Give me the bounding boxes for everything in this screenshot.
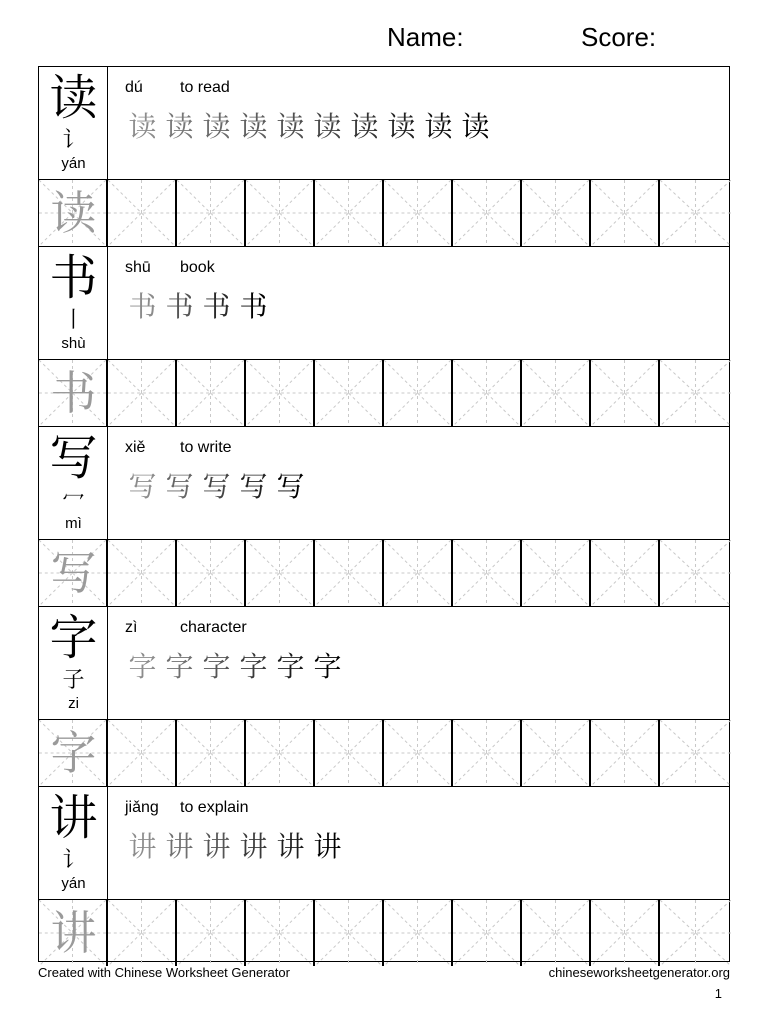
practice-cell[interactable]: [522, 720, 591, 786]
grid-guide: [522, 900, 589, 966]
pinyin: zì: [125, 619, 138, 636]
grid-guide: [177, 180, 244, 246]
stroke-step: 读: [387, 110, 422, 143]
big-character: 读: [49, 70, 98, 126]
grid-guide: [246, 720, 313, 786]
practice-cell[interactable]: [660, 540, 731, 606]
practice-cell[interactable]: [177, 720, 246, 786]
grid-guide: [453, 720, 520, 786]
grid-guide: [177, 360, 244, 426]
trace-character: 读: [50, 186, 97, 240]
grid-guide: [453, 180, 520, 246]
pinyin: xiě: [125, 439, 146, 456]
grid-guide: [453, 900, 520, 966]
practice-cell[interactable]: [108, 720, 177, 786]
grid-guide: [522, 360, 589, 426]
stroke-step: 讲: [128, 830, 163, 863]
grid-guide: [522, 540, 589, 606]
meaning: to write: [180, 439, 232, 456]
practice-cell[interactable]: [39, 180, 108, 246]
practice-cell[interactable]: [384, 540, 453, 606]
grid-guide: [660, 900, 731, 966]
big-character: 书: [49, 250, 98, 306]
grid-guide: [453, 540, 520, 606]
grid-guide: [384, 900, 451, 966]
grid-guide: [591, 900, 658, 966]
practice-cell[interactable]: [384, 360, 453, 426]
character-entry: [39, 427, 729, 607]
stroke-step: 读: [276, 110, 311, 143]
stroke-step: 讲: [239, 830, 274, 863]
radical: 讠: [62, 128, 85, 153]
big-character-cell: [39, 67, 108, 179]
grid-guide: [246, 180, 313, 246]
practice-cell[interactable]: [315, 180, 384, 246]
practice-cell[interactable]: [177, 540, 246, 606]
stroke-step: 字: [276, 650, 311, 683]
stroke-step: 字: [128, 650, 163, 683]
practice-cell[interactable]: [522, 360, 591, 426]
pinyin: dú: [125, 79, 143, 96]
grid-guide: [384, 540, 451, 606]
practice-cell[interactable]: [39, 720, 108, 786]
grid-guide: [315, 720, 382, 786]
character-entry: [39, 607, 729, 787]
stroke-sequence: [127, 827, 349, 867]
practice-cell[interactable]: [384, 900, 453, 966]
big-character-cell: [39, 787, 108, 899]
practice-cell[interactable]: [591, 720, 660, 786]
practice-grid-row: [39, 720, 729, 786]
grid-guide: [246, 540, 313, 606]
radical-pinyin: shù: [61, 335, 86, 352]
practice-cell[interactable]: [315, 900, 384, 966]
pinyin: shū: [125, 259, 151, 276]
radical-pinyin: mì: [65, 515, 82, 532]
practice-cell[interactable]: [591, 180, 660, 246]
trace-character: 讲: [50, 906, 97, 960]
stroke-step: 写: [128, 470, 163, 503]
big-character: 字: [49, 610, 98, 666]
grid-guide: [315, 900, 382, 966]
practice-grid-row: [39, 360, 729, 426]
grid-guide: [522, 180, 589, 246]
grid-guide: [246, 360, 313, 426]
practice-cell[interactable]: [660, 720, 731, 786]
practice-cell[interactable]: [522, 900, 591, 966]
grid-guide: [108, 360, 175, 426]
grid-guide: [660, 360, 731, 426]
entry-info-row: [39, 247, 729, 360]
big-character-cell: [39, 427, 108, 539]
stroke-sequence: [127, 107, 497, 147]
page-number: 1: [714, 986, 722, 1001]
stroke-step: 写: [165, 470, 200, 503]
grid-guide: [453, 360, 520, 426]
stroke-step: 字: [165, 650, 200, 683]
practice-cell[interactable]: [246, 360, 315, 426]
grid-guide: [177, 900, 244, 966]
practice-cell[interactable]: [591, 360, 660, 426]
radical-pinyin: zi: [68, 695, 79, 712]
stroke-step: 书: [165, 290, 200, 323]
radical-pinyin: yán: [61, 155, 86, 172]
practice-cell[interactable]: [453, 540, 522, 606]
grid-guide: [660, 720, 731, 786]
stroke-step: 读: [313, 110, 348, 143]
practice-cell[interactable]: [315, 360, 384, 426]
stroke-step: 读: [350, 110, 385, 143]
stroke-step: 字: [239, 650, 274, 683]
practice-grid-row: [39, 900, 729, 966]
practice-cell[interactable]: [591, 540, 660, 606]
practice-cell[interactable]: [453, 720, 522, 786]
stroke-sequence: [127, 287, 275, 327]
practice-cell[interactable]: [315, 540, 384, 606]
practice-cell[interactable]: [177, 360, 246, 426]
stroke-sequence: [127, 647, 349, 687]
practice-cell[interactable]: [246, 180, 315, 246]
practice-cell[interactable]: [453, 180, 522, 246]
stroke-step: 书: [202, 290, 237, 323]
practice-cell[interactable]: [453, 900, 522, 966]
stroke-step: 讲: [313, 830, 348, 863]
name-label: Name:: [387, 22, 464, 52]
grid-guide: [591, 360, 658, 426]
character-entry: [39, 247, 729, 427]
big-character-cell: [39, 607, 108, 719]
worksheet-table: [38, 66, 730, 962]
grid-guide: [108, 180, 175, 246]
character-entry: [39, 67, 729, 247]
stroke-sequence: [127, 467, 312, 507]
trace-character: 字: [50, 726, 97, 780]
big-character: 写: [49, 430, 98, 486]
grid-guide: [108, 900, 175, 966]
grid-guide: [246, 900, 313, 966]
stroke-step: 讲: [165, 830, 200, 863]
practice-cell[interactable]: [39, 900, 108, 966]
stroke-step: 字: [313, 650, 348, 683]
trace-character: 书: [50, 366, 97, 420]
grid-guide: [522, 720, 589, 786]
radical: 讠: [62, 848, 85, 873]
practice-cell[interactable]: [384, 720, 453, 786]
practice-cell[interactable]: [177, 180, 246, 246]
practice-cell[interactable]: [591, 900, 660, 966]
pinyin: jiǎng: [125, 799, 159, 816]
meaning: character: [180, 619, 247, 636]
practice-cell[interactable]: [384, 180, 453, 246]
radical: 子: [62, 668, 85, 693]
practice-cell[interactable]: [108, 900, 177, 966]
character-info: [125, 619, 247, 637]
character-info: [125, 439, 232, 457]
grid-guide: [384, 180, 451, 246]
grid-guide: [384, 720, 451, 786]
grid-guide: [315, 540, 382, 606]
character-info: [125, 259, 215, 277]
practice-cell[interactable]: [660, 180, 731, 246]
stroke-step: 读: [461, 110, 496, 143]
entry-info-row: [39, 787, 729, 900]
entry-info-row: [39, 427, 729, 540]
grid-guide: [660, 540, 731, 606]
practice-cell[interactable]: [39, 360, 108, 426]
entry-info-row: [39, 67, 729, 180]
stroke-step: 读: [202, 110, 237, 143]
stroke-step: 读: [424, 110, 459, 143]
practice-cell[interactable]: [522, 540, 591, 606]
practice-cell[interactable]: [39, 540, 108, 606]
practice-cell[interactable]: [108, 540, 177, 606]
character-info: [125, 799, 249, 817]
radical: 丨: [62, 308, 85, 333]
grid-guide: [591, 540, 658, 606]
grid-guide: [177, 720, 244, 786]
practice-cell[interactable]: [246, 540, 315, 606]
practice-cell[interactable]: [453, 360, 522, 426]
practice-cell[interactable]: [522, 180, 591, 246]
practice-cell[interactable]: [177, 900, 246, 966]
footer-credit: Created with Chinese Worksheet Generator: [38, 965, 290, 980]
practice-cell[interactable]: [660, 900, 731, 966]
practice-grid-row: [39, 180, 729, 246]
stroke-step: 写: [202, 470, 237, 503]
stroke-step: 讲: [202, 830, 237, 863]
grid-guide: [591, 720, 658, 786]
meaning: to read: [180, 79, 230, 96]
grid-guide: [591, 180, 658, 246]
stroke-step: 读: [165, 110, 200, 143]
character-entry: [39, 787, 729, 966]
grid-guide: [108, 540, 175, 606]
practice-cell[interactable]: [246, 720, 315, 786]
grid-guide: [315, 180, 382, 246]
practice-cell[interactable]: [108, 360, 177, 426]
grid-guide: [108, 720, 175, 786]
meaning: book: [180, 259, 215, 276]
radical: 冖: [62, 488, 85, 513]
practice-cell[interactable]: [660, 360, 731, 426]
score-label: Score:: [581, 22, 657, 52]
stroke-step: 读: [128, 110, 163, 143]
radical-pinyin: yán: [61, 875, 86, 892]
stroke-step: 写: [276, 470, 311, 503]
stroke-step: 书: [239, 290, 274, 323]
stroke-step: 字: [202, 650, 237, 683]
practice-cell[interactable]: [315, 720, 384, 786]
grid-guide: [177, 540, 244, 606]
practice-cell[interactable]: [108, 180, 177, 246]
trace-character: 写: [50, 546, 97, 600]
entry-info-row: [39, 607, 729, 720]
stroke-step: 写: [239, 470, 274, 503]
grid-guide: [384, 360, 451, 426]
grid-guide: [660, 180, 731, 246]
stroke-step: 读: [239, 110, 274, 143]
big-character-cell: [39, 247, 108, 359]
stroke-step: 书: [128, 290, 163, 323]
stroke-step: 讲: [276, 830, 311, 863]
grid-guide: [315, 360, 382, 426]
character-info: [125, 79, 230, 97]
big-character: 讲: [49, 790, 98, 846]
meaning: to explain: [180, 799, 249, 816]
practice-cell[interactable]: [246, 900, 315, 966]
footer-url: chineseworksheetgenerator.org: [548, 965, 730, 980]
practice-grid-row: [39, 540, 729, 606]
